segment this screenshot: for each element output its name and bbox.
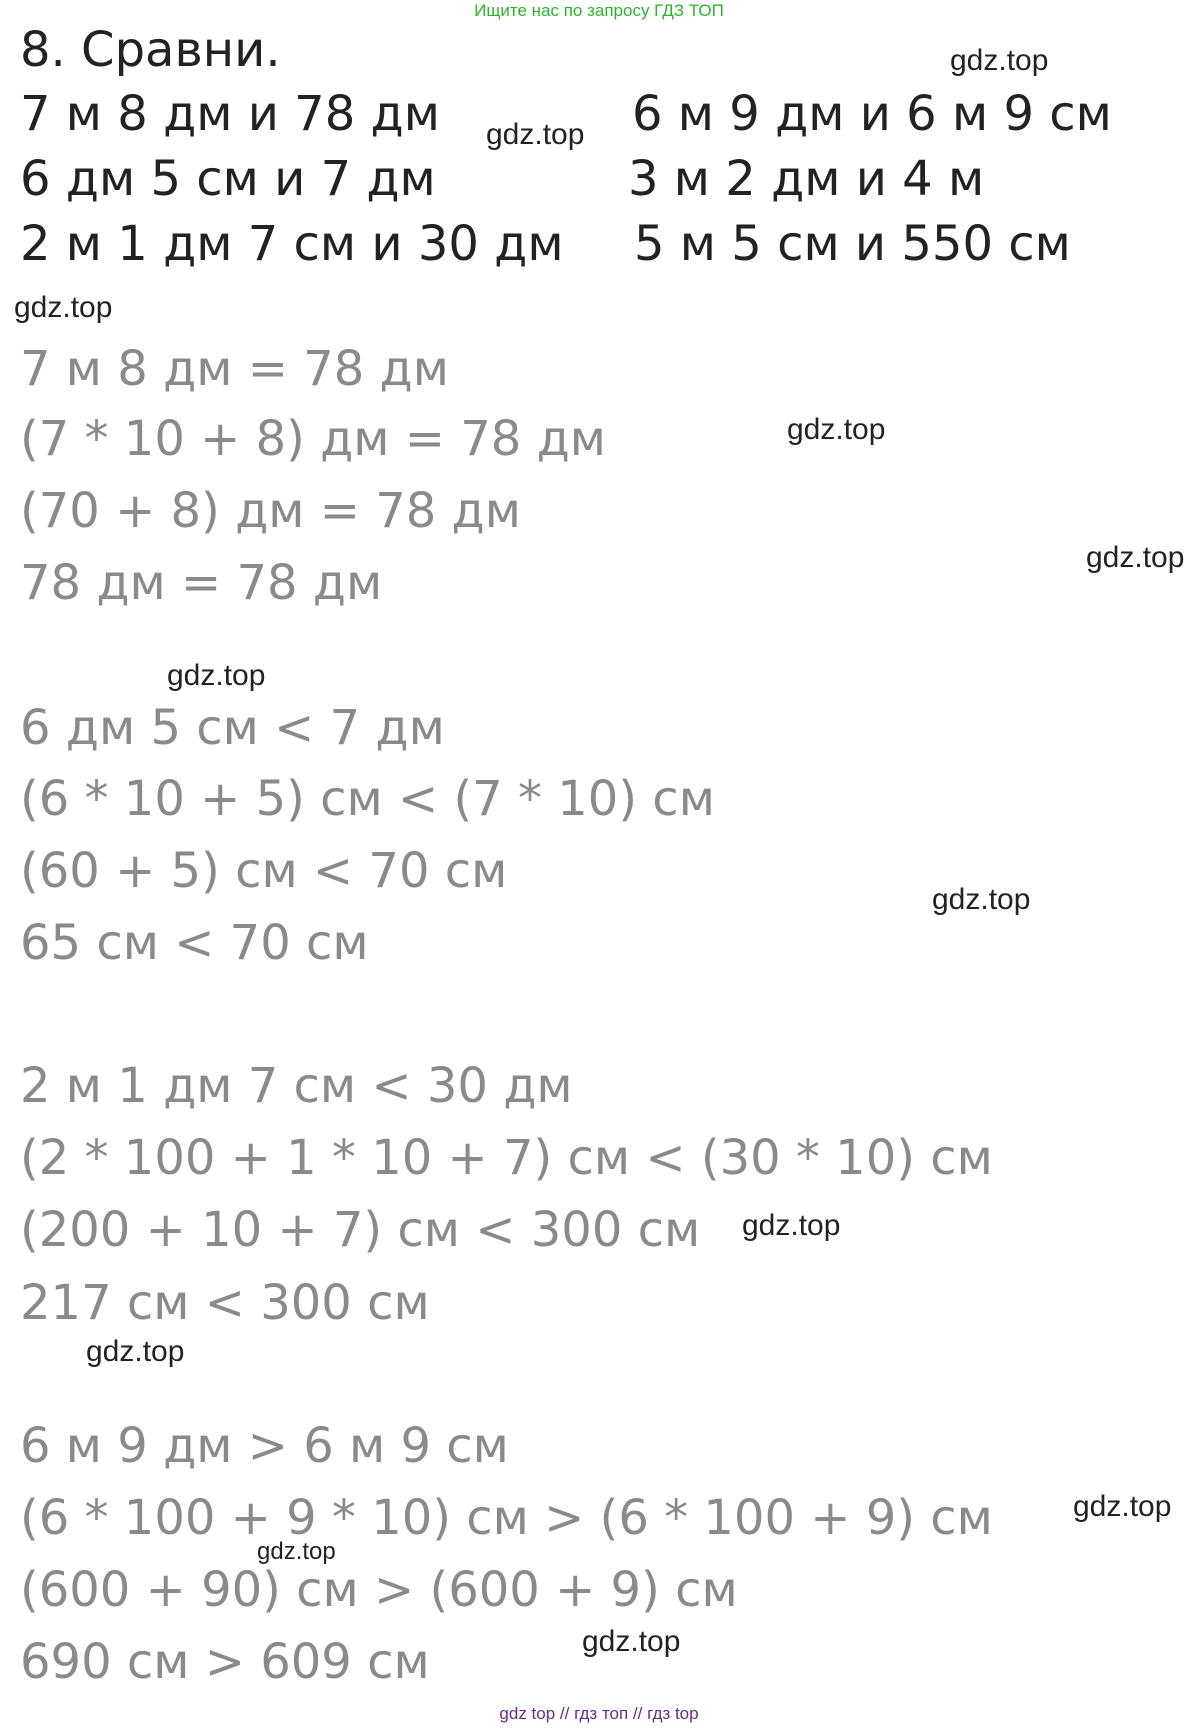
task-left-3: 2 м 1 дм 7 см и 30 дм: [20, 216, 564, 272]
task-left-2: 6 дм 5 см и 7 дм: [20, 151, 436, 207]
exercise-title: 8. Сравни.: [20, 22, 281, 78]
solution-2-line-4: 65 см < 70 см: [20, 915, 369, 971]
solution-2-line-1: 6 дм 5 см < 7 дм: [20, 700, 445, 756]
solution-4-line-2: (6 * 100 + 9 * 10) см > (6 * 100 + 9) см: [20, 1490, 993, 1546]
footer-links: gdz top // гдз топ // гдз top: [499, 1704, 699, 1723]
watermark: gdz.top: [932, 883, 1031, 916]
solution-1-line-1: 7 м 8 дм = 78 дм: [20, 341, 449, 397]
solution-3-line-3: (200 + 10 + 7) см < 300 см: [20, 1202, 701, 1258]
solution-4-line-3: (600 + 90) см > (600 + 9) см: [20, 1562, 738, 1618]
watermark: gdz.top: [787, 413, 886, 446]
solution-3-line-2: (2 * 100 + 1 * 10 + 7) см < (30 * 10) см: [20, 1130, 993, 1186]
solution-3-line-4: 217 см < 300 см: [20, 1275, 430, 1331]
watermark: gdz.top: [582, 1625, 681, 1658]
top-banner: Ищите нас по запросу ГДЗ ТОП: [474, 1, 724, 20]
task-left-1: 7 м 8 дм и 78 дм: [20, 86, 440, 142]
watermark: gdz.top: [14, 291, 113, 324]
watermark: gdz.top: [486, 118, 585, 151]
solution-2-line-2: (6 * 10 + 5) см < (7 * 10) см: [20, 771, 715, 827]
watermark: gdz.top: [86, 1335, 185, 1368]
solution-1-line-4: 78 дм = 78 дм: [20, 555, 383, 611]
solution-4-line-4: 690 см > 609 см: [20, 1634, 430, 1690]
solution-3-line-1: 2 м 1 дм 7 см < 30 дм: [20, 1058, 573, 1114]
task-right-3: 5 м 5 см и 550 см: [634, 216, 1071, 272]
watermark: gdz.top: [1073, 1490, 1172, 1523]
watermark: gdz.top: [257, 1538, 336, 1565]
watermark: gdz.top: [950, 44, 1049, 77]
task-right-2: 3 м 2 дм и 4 м: [628, 151, 985, 207]
task-right-1: 6 м 9 дм и 6 м 9 см: [632, 86, 1112, 142]
watermark: gdz.top: [1086, 541, 1185, 574]
solution-1-line-2: (7 * 10 + 8) дм = 78 дм: [20, 411, 606, 467]
watermark: gdz.top: [742, 1209, 841, 1242]
watermark: gdz.top: [167, 659, 266, 692]
solution-2-line-3: (60 + 5) см < 70 см: [20, 843, 508, 899]
solution-4-line-1: 6 м 9 дм > 6 м 9 см: [20, 1418, 509, 1474]
solution-1-line-3: (70 + 8) дм = 78 дм: [20, 483, 521, 539]
